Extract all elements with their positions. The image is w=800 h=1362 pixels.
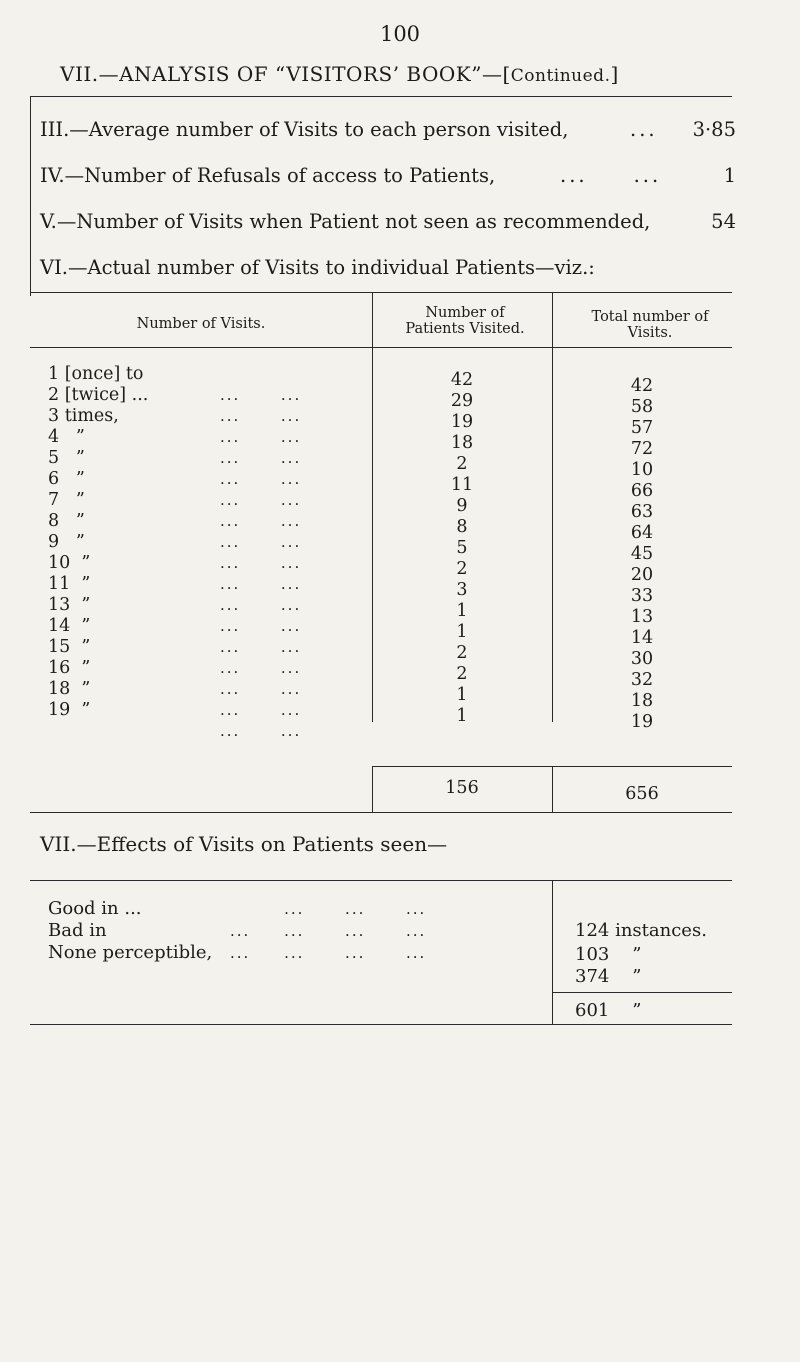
total-cell: 45 (630, 544, 654, 564)
total-cell: 72 (630, 439, 654, 459)
item-text: IV.—Number of Refusals of access to Patients, (40, 164, 496, 187)
page-number: 100 (379, 22, 421, 46)
effects-bottom-rule (30, 1024, 732, 1025)
row-label: 1 [once] to (48, 364, 144, 384)
header-total-visits: Total number of Visits. (591, 309, 709, 341)
row-label: 4 ” (48, 427, 85, 447)
patients-cell: 1 (456, 601, 468, 621)
total-cell: 58 (630, 397, 654, 417)
row-label: 10 ” (48, 553, 91, 573)
row-label: 5 ” (48, 448, 85, 468)
patients-cell: 11 (450, 475, 474, 495)
effects-col-rule (552, 880, 553, 1024)
row-label: 14 ” (48, 616, 91, 636)
row-label: 18 ” (48, 679, 91, 699)
table-top-rule (30, 292, 732, 293)
total-cell: 14 (630, 628, 654, 648)
frame-left-rule (30, 96, 31, 296)
total-cell: 33 (630, 586, 654, 606)
total-cell: 66 (630, 481, 654, 501)
patients-cell: 42 (450, 370, 474, 390)
total-cell: 63 (630, 502, 654, 522)
item-refusals (40, 164, 740, 187)
table-dot-leaders: ... ... ... ... ... ... ... ... ... ... ... ... ... ... ... ... ... ... ... ... ... ... ... ... ... ... ... ... ... ... ... ... ... ... (220, 386, 302, 740)
effects-sum-rule (552, 992, 732, 993)
patients-cell: 5 (456, 538, 468, 558)
patients-cell: 18 (450, 433, 474, 453)
total-cell: 57 (630, 418, 654, 438)
running-head-close: ] (610, 62, 619, 86)
patients-cell: 3 (456, 580, 468, 600)
running-head-main: VII.—ANALYSIS OF “VISITORS’ BOOK”—[ (60, 62, 511, 86)
visits-total: 656 (625, 784, 659, 804)
patients-cell: 2 (456, 454, 468, 474)
header-number-of-visits: Number of Visits. (136, 316, 266, 332)
item-text: III.—Average number of Visits to each person visited, (40, 118, 569, 141)
table-sum-col-rule-1 (372, 766, 373, 812)
table-header-rule (30, 347, 732, 348)
patients-cell: 1 (456, 706, 468, 726)
patients-cell: 1 (456, 685, 468, 705)
total-cell: 19 (630, 712, 654, 732)
total-cell: 18 (630, 691, 654, 711)
patients-cell: 2 (456, 643, 468, 663)
total-cell: 20 (630, 565, 654, 585)
effects-total: 601 ” (575, 1000, 642, 1021)
table-col-rule-1 (372, 292, 373, 722)
running-head (60, 62, 760, 86)
item-leader: ... (630, 118, 658, 141)
effects-row-label: Good in ... (48, 898, 142, 919)
item-value: 54 (711, 210, 736, 233)
row-label: 2 [twice] ... (48, 385, 149, 405)
frame-top-rule (30, 96, 732, 97)
row-label: 13 ” (48, 595, 91, 615)
row-label: 8 ” (48, 511, 85, 531)
patients-cell: 19 (450, 412, 474, 432)
effects-row-value: 124 instances. (575, 920, 707, 941)
row-label: 3 times, (48, 406, 119, 426)
patients-cell: 9 (456, 496, 468, 516)
patients-cell: 8 (456, 517, 468, 537)
total-cell: 42 (630, 376, 654, 396)
patients-cell: 29 (450, 391, 474, 411)
row-label: 9 ” (48, 532, 85, 552)
effects-heading: VII.—Effects of Visits on Patients seen— (40, 832, 448, 856)
total-cell: 32 (630, 670, 654, 690)
row-label: 6 ” (48, 469, 85, 489)
patients-cell: 2 (456, 664, 468, 684)
effects-row-label: Bad in (48, 920, 107, 941)
item-not-seen (40, 210, 740, 233)
row-label: 11 ” (48, 574, 91, 594)
table-bottom-rule (30, 812, 732, 813)
total-cell: 13 (630, 607, 654, 627)
patients-total: 156 (445, 778, 479, 798)
patients-cell: 1 (456, 622, 468, 642)
item-text: V.—Number of Visits when Patient not seen as recommended, (40, 210, 651, 233)
item-leader: ... ... (560, 164, 662, 187)
item-value: 1 (723, 164, 736, 187)
total-cell: 64 (630, 523, 654, 543)
effects-row-value: 103 ” (575, 944, 642, 965)
item-text: VI.—Actual number of Visits to individual Patients—viz.: (40, 256, 595, 279)
row-label: 19 ” (48, 700, 91, 720)
running-head-continued: Continued. (510, 66, 611, 86)
row-label: 16 ” (48, 658, 91, 678)
item-value: 3·85 (692, 118, 736, 141)
total-cell: 10 (630, 460, 654, 480)
effects-row-value: 374 ” (575, 966, 642, 987)
table-col-rule-2 (552, 292, 553, 722)
header-patients-visited: Number of Patients Visited. (405, 305, 525, 337)
item-actual-visits (40, 256, 740, 279)
row-label: 7 ” (48, 490, 85, 510)
effects-dot-leaders: ... ... ... ... ... ... ... ... ... ... ... (230, 900, 427, 962)
patients-cell: 2 (456, 559, 468, 579)
total-cell: 30 (630, 649, 654, 669)
table-sum-col-rule-2 (552, 766, 553, 812)
effects-row-label: None perceptible, (48, 942, 213, 963)
item-average-visits (40, 118, 740, 141)
row-label: 15 ” (48, 637, 91, 657)
effects-top-rule (30, 880, 732, 881)
